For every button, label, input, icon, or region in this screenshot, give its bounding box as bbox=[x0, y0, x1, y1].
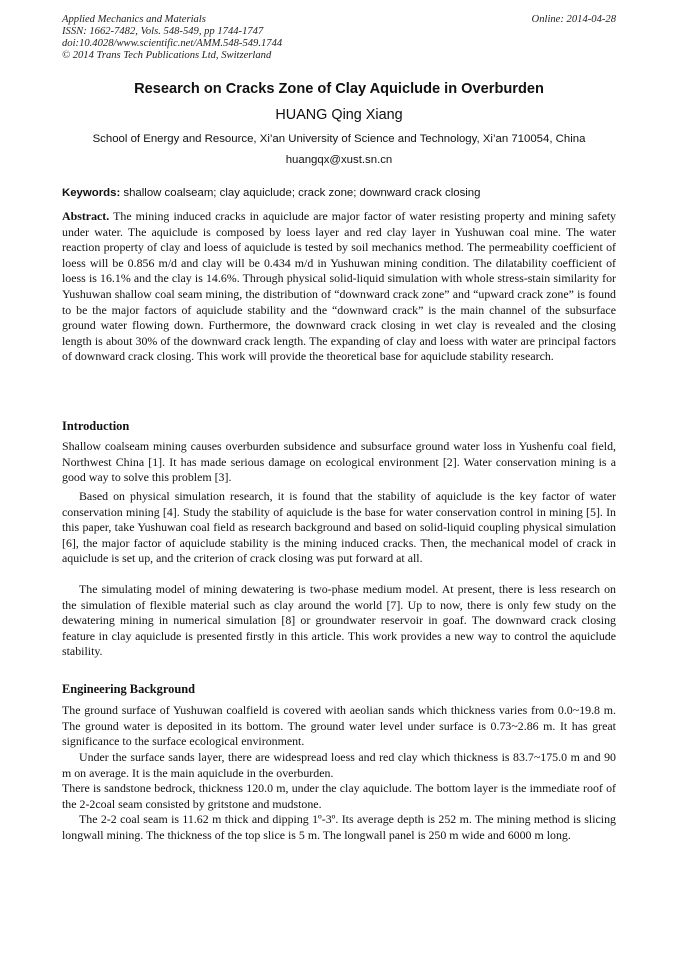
keywords bbox=[62, 186, 480, 201]
author-name: HUANG Qing Xiang bbox=[275, 107, 403, 123]
online-date: Online: 2014-04-28 bbox=[531, 14, 616, 25]
journal-copyright: © 2014 Trans Tech Publications Ltd, Switzerland bbox=[62, 50, 272, 61]
section-heading-engineering: Engineering Background bbox=[62, 682, 195, 696]
engineering-paragraph-1: The ground surface of Yushuwan coalfield is covered with aeolian sands which thickness varies from 0.0~19.8 m. The ground water is deposited in its bottom. The ground water level under surface is 0.73~2.86 m. It has great significance to the surface ecological environment. bbox=[62, 703, 616, 749]
engineering-paragraph-2: Under the surface sands layer, there are widespread loess and red clay which thickness is 83.7~175.0 m and 90 m on average. It is the main aquiclude in the overburden. bbox=[62, 750, 616, 780]
paper-title: Research on Cracks Zone of Clay Aquiclude in Overburden bbox=[134, 81, 544, 97]
abstract bbox=[62, 209, 616, 365]
journal-doi: doi:10.4028/www.scientific.net/AMM.548-549.1744 bbox=[62, 38, 283, 49]
engineering-paragraph-3: There is sandstone bedrock, thickness 120.0 m, under the clay aquiclude. The bottom layer is the immediate roof of the 2-2coal seam consisted by gritstone and mudstone. bbox=[62, 781, 616, 811]
journal-issn: ISSN: 1662-7482, Vols. 548-549, pp 1744-1747 bbox=[62, 26, 264, 37]
keywords-label: Keywords: bbox=[62, 187, 121, 199]
author-email: huangqx@xust.sn.cn bbox=[285, 154, 393, 166]
intro-paragraph-2: Based on physical simulation research, it is found that the stability of aquiclude is the key factor of water conservation mining [4]. Study the stability of aquiclude is the base for water conservation control in mining [5]. In this paper, take Yushuwan coal field as research background and based on solid-liquid coupling physical simulation [6], the major factor of aquiclude stability is the mining induced cracks. Then, the mechanical model of crack in aquiclude is set up, and the criterion of crack closing was put forward at all. bbox=[62, 489, 616, 566]
section-heading-introduction: Introduction bbox=[62, 419, 130, 433]
intro-paragraph-3: The simulating model of mining dewatering is two-phase medium model. At present, there is less research on the simulation of flexible material such as clay around the world [7]. Up to now, there is only few study on the dewatering mining in numerical simulation [8] or groundwater reservoir in goaf. The downward crack closing feature in clay aquiclude is presented firstly in this article. This work provides a new way to control the aquiclude stability. bbox=[62, 582, 616, 659]
journal-header bbox=[62, 14, 616, 62]
journal-name: Applied Mechanics and Materials bbox=[62, 14, 206, 25]
intro-paragraph-1: Shallow coalseam mining causes overburden subsidence and subsurface ground water loss in Yushenfu coal field, Northwest China [1]. It has made serious damage on ecological environment [2]. Water conservation mining is a good way to solve this problem [3]. bbox=[62, 439, 616, 485]
engineering-paragraph-4: The 2-2 coal seam is 11.62 m thick and dipping 1º-3º. Its average depth is 252 m. The mining method is slicing longwall mining. The thickness of the top slice is 5 m. The longwall panel is 250 m wide and 6000 m long. bbox=[62, 812, 616, 842]
abstract-label: Abstract. bbox=[62, 209, 110, 223]
abstract-text: The mining induced cracks in aquiclude are major factor of water resisting property and mining safety under water. The aquiclude is composed by loess layer and red clay layer in Yushuwan coal mine. The water reaction property of clay and loess of aquiclude is tested by soil mechanics method. The permeability coefficient of loess will be 0.856 m/d and clay will be 0.434 m/d in Yushuwan mining condition. The dilatability coefficient of loess is 16.1% and the clay is 14.6%. Through physical solid-liquid simulation with whole stress-stain similarity for Yushuwan shallow coal seam mining, the distribution of “downward crack zone” and “upward crack zone” is found to be the major factors of aquiclude stability and the “downward crack” is the main channel of the subsurface ground water flowing down. Furthermore, the downward crack closing in wet clay is revealed and the closing length is about 30% of the downward crack length. The expanding of clay and loess with water are principal factors of downward crack closing. This work will provide the theoretical base for aquiclude stability research. bbox=[62, 209, 617, 364]
keywords-text: shallow coalseam; clay aquiclude; crack zone; downward crack closing bbox=[123, 187, 481, 199]
author-affiliation: School of Energy and Resource, Xi’an University of Science and Technology, Xi’an 710054, China bbox=[92, 133, 586, 145]
